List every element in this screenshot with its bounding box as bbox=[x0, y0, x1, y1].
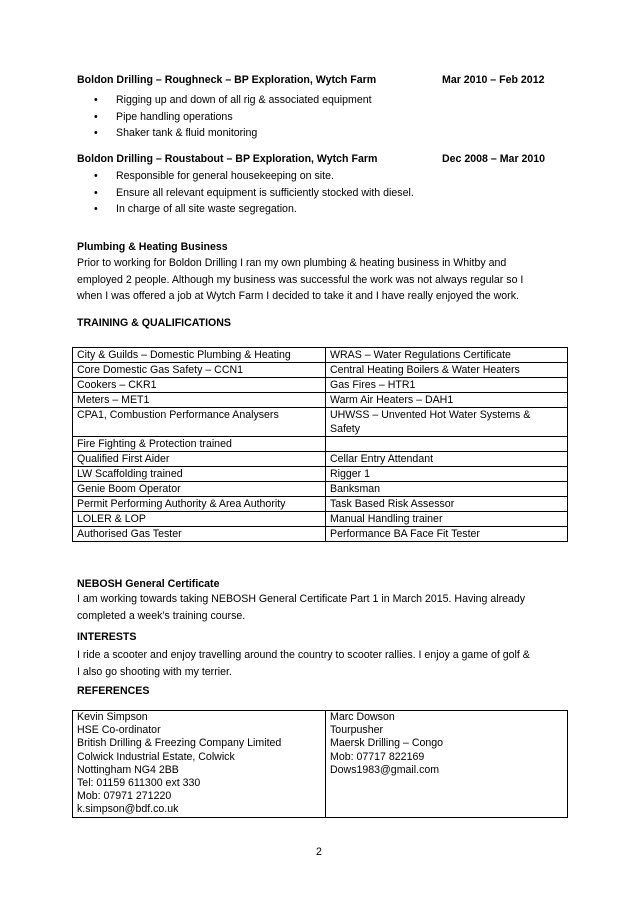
table-cell: CPA1, Combustion Performance Analysers bbox=[73, 408, 326, 437]
list-item: • In charge of all site waste segregation. bbox=[77, 201, 414, 218]
reference-line: Dows1983@gmail.com bbox=[330, 763, 440, 776]
table-cell: Cookers – CKR1 bbox=[73, 378, 326, 393]
table-cell: Qualified First Aider bbox=[73, 452, 326, 467]
job-heading-roughneck bbox=[77, 74, 562, 86]
reference-line: Tourpusher bbox=[330, 724, 383, 737]
nebosh-paragraph bbox=[77, 591, 562, 624]
reference-line: k.simpson@bdf.co.uk bbox=[77, 803, 179, 816]
list-item: • Rigging up and down of all rig & associated equipment bbox=[77, 92, 372, 109]
table-row bbox=[73, 482, 568, 497]
list-item: • Shaker tank & fluid monitoring bbox=[77, 125, 372, 142]
table-cell: City & Guilds – Domestic Plumbing & Heating bbox=[73, 348, 326, 363]
job-heading-roustabout bbox=[77, 153, 562, 165]
reference-right bbox=[326, 711, 568, 818]
table-cell: Manual Handling trainer bbox=[326, 512, 568, 527]
job-duties-list bbox=[77, 92, 372, 142]
reference-line: Marc Dowson bbox=[330, 711, 395, 723]
table-row bbox=[73, 363, 568, 378]
table-row bbox=[73, 348, 568, 363]
table-row bbox=[73, 527, 568, 542]
paragraph-line: I ride a scooter and enjoy travelling around the country to scooter rallies. I enjoy a game of golf & bbox=[77, 649, 530, 661]
page-number: 2 bbox=[316, 846, 322, 858]
table-row bbox=[73, 497, 568, 512]
table-cell: LOLER & LOP bbox=[73, 512, 326, 527]
paragraph-line: I am working towards taking NEBOSH General Certificate Part 1 in March 2015. Having already bbox=[77, 593, 526, 605]
table-cell: Genie Boom Operator bbox=[73, 482, 326, 497]
job-dates: Mar 2010 – Feb 2012 bbox=[442, 74, 545, 86]
interests-heading: INTERESTS bbox=[77, 631, 137, 643]
job-title: Boldon Drilling – Roustabout – BP Exploration, Wytch Farm bbox=[77, 153, 378, 165]
reference-line: British Drilling & Freezing Company Limited bbox=[77, 737, 282, 750]
table-cell: Fire Fighting & Protection trained bbox=[73, 437, 326, 452]
references-table bbox=[72, 710, 568, 818]
reference-line: Mob: 07717 822169 bbox=[330, 750, 425, 763]
paragraph-line: when I was offered a job at Wytch Farm I decided to take it and I have really enjoyed the work. bbox=[77, 290, 519, 302]
table-cell: UHWSS – Unvented Hot Water Systems & Safety bbox=[326, 408, 568, 437]
reference-line: HSE Co-ordinator bbox=[77, 724, 161, 737]
paragraph-line: I also go shooting with my terrier. bbox=[77, 665, 232, 678]
table-cell bbox=[326, 437, 568, 452]
reference-line: Nottingham NG4 2BB bbox=[77, 763, 179, 776]
table-cell: Permit Performing Authority & Area Authority bbox=[73, 497, 326, 512]
reference-line: Kevin Simpson bbox=[77, 711, 148, 723]
reference-line: Maersk Drilling – Congo bbox=[330, 737, 444, 750]
table-cell: Task Based Risk Assessor bbox=[326, 497, 568, 512]
training-heading: TRAINING & QUALIFICATIONS bbox=[77, 317, 231, 329]
job-title: Boldon Drilling – Roughneck – BP Exploration, Wytch Farm bbox=[77, 74, 377, 86]
job-duties-list bbox=[77, 168, 414, 218]
list-item: • Responsible for general housekeeping on site. bbox=[77, 168, 414, 185]
plumbing-paragraph bbox=[77, 255, 562, 305]
table-cell: Performance BA Face Fit Tester bbox=[326, 527, 568, 542]
table-cell: Gas Fires – HTR1 bbox=[326, 378, 568, 393]
table-cell: Banksman bbox=[326, 482, 568, 497]
interests-paragraph bbox=[77, 647, 562, 680]
references-heading: REFERENCES bbox=[77, 685, 150, 697]
reference-line: Colwick Industrial Estate, Colwick bbox=[77, 750, 235, 763]
table-cell: Core Domestic Gas Safety – CCN1 bbox=[73, 363, 326, 378]
list-item: • Pipe handling operations bbox=[77, 109, 372, 126]
table-row bbox=[73, 452, 568, 467]
qualifications-table bbox=[72, 347, 568, 542]
paragraph-line: completed a week’s training course. bbox=[77, 609, 246, 622]
table-row bbox=[73, 378, 568, 393]
table-cell: Authorised Gas Tester bbox=[73, 527, 326, 542]
paragraph-line: employed 2 people. Although my business was successful the work was not always regular so I bbox=[77, 273, 524, 286]
table-row bbox=[73, 408, 568, 437]
nebosh-heading: NEBOSH General Certificate bbox=[77, 578, 220, 590]
table-cell: Meters – MET1 bbox=[73, 393, 326, 408]
table-cell: LW Scaffolding trained bbox=[73, 467, 326, 482]
table-cell: Central Heating Boilers & Water Heaters bbox=[326, 363, 568, 378]
paragraph-line: Prior to working for Boldon Drilling I ran my own plumbing & heating business in Whitby and bbox=[77, 257, 507, 269]
table-cell: Cellar Entry Attendant bbox=[326, 452, 568, 467]
table-cell: Warm Air Heaters – DAH1 bbox=[326, 393, 568, 408]
table-row bbox=[73, 467, 568, 482]
table-cell: WRAS – Water Regulations Certificate bbox=[326, 348, 568, 363]
table-cell: Rigger 1 bbox=[326, 467, 568, 482]
reference-line: Tel: 01159 611300 ext 330 bbox=[77, 776, 201, 789]
job-dates: Dec 2008 – Mar 2010 bbox=[442, 153, 546, 165]
reference-line: Mob: 07971 271220 bbox=[77, 790, 172, 803]
plumbing-heading: Plumbing & Heating Business bbox=[77, 241, 228, 253]
table-row bbox=[73, 512, 568, 527]
reference-left bbox=[73, 711, 326, 818]
table-row bbox=[73, 437, 568, 452]
table-row bbox=[73, 393, 568, 408]
list-item: • Ensure all relevant equipment is sufficiently stocked with diesel. bbox=[77, 185, 414, 202]
